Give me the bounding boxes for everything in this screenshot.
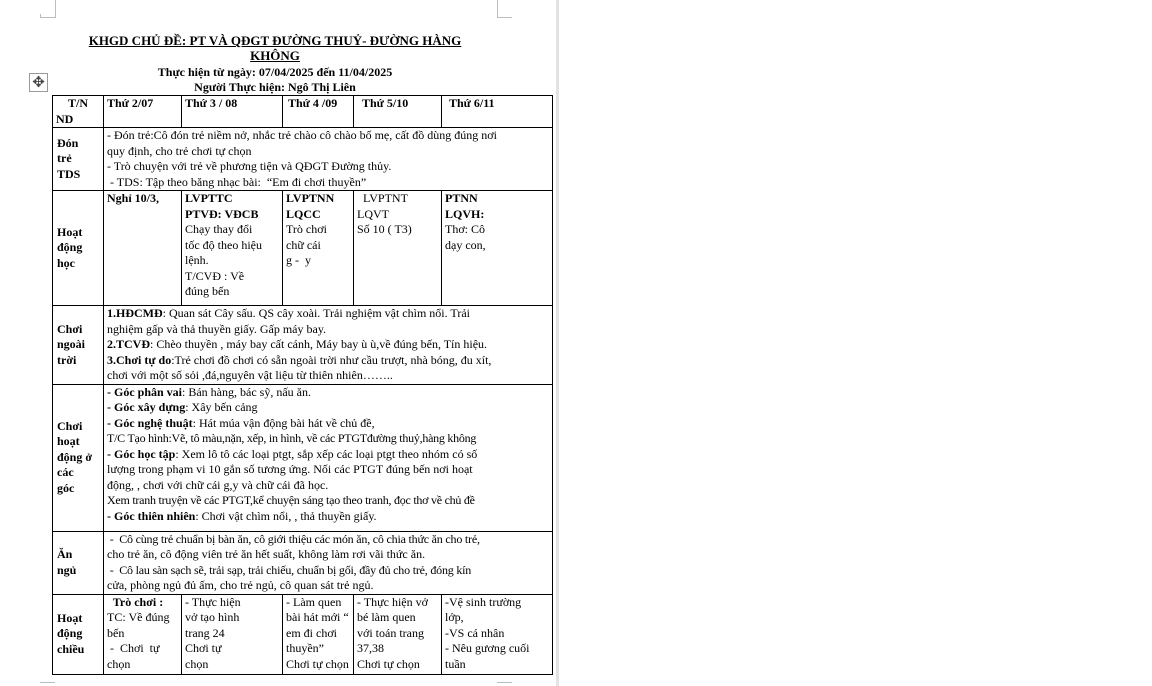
text-line: : Xem lô tô các loại ptgt, sắp xếp các loại ptgt theo nhóm có số (175, 446, 478, 461)
margin-mark (497, 0, 498, 18)
text-line: tuần (445, 656, 466, 671)
text-line: chơi với một số sỏi ,đá,nguyên vật liệu từ thiên nhiên…….. (107, 368, 393, 382)
hoc-wednesday (283, 191, 354, 306)
text-line: với toán trang (357, 625, 424, 640)
chieu-thursday (354, 594, 442, 674)
text-line: dạy con, (445, 237, 486, 252)
margin-mark (55, 0, 56, 18)
text-line: Xem tranh truyện về các PTGT,kể chuyện sáng tạo theo tranh, đọc thơ về chủ đề (107, 493, 475, 507)
row-label-an-ngu (53, 531, 104, 594)
text-line: - Làm quen (286, 594, 342, 609)
text-line: thuyền” (286, 641, 324, 655)
text-line: - Thực hiện vở (357, 594, 428, 609)
row-label-text: Đón (57, 135, 79, 150)
row-label-choi-goc (53, 384, 104, 531)
header-label: ND (56, 111, 74, 126)
section-heading: - Góc phân vai (107, 384, 183, 399)
text-line: - Chơi tự (107, 641, 160, 655)
text-line: cửa, phòng ngủ đủ ấm, cho trẻ ngủ, cô quan sát trẻ ngủ. (107, 578, 374, 592)
row-choi-ngoai-troi (53, 306, 553, 385)
text-line: 37,38 (357, 641, 384, 655)
margin-mark (497, 17, 512, 18)
text-line: Chơi tự chọn (286, 656, 349, 671)
chieu-monday (104, 594, 182, 674)
page-gutter (556, 0, 559, 686)
text-line: em đi chơi (286, 625, 337, 640)
text-line: động, , chơi với chữ cái g,y và chữ cái đã học. (107, 477, 329, 492)
chieu-tuesday (182, 594, 283, 674)
section-heading: 2.TCVĐ (107, 337, 151, 351)
row-label-text: Chơi (57, 418, 83, 433)
row-don-tre (53, 128, 553, 191)
text-line: bé làm quen (357, 610, 416, 624)
text-line: -VS cá nhân (445, 625, 505, 640)
text-line: LVPTTC (185, 191, 233, 205)
document-title-continued: KHÔNG (250, 48, 300, 63)
header-cell-friday: Thứ 6/11 (442, 96, 553, 128)
text-line: Chạy thay đổi (185, 222, 253, 236)
hoc-monday (104, 191, 182, 306)
row-label-choi-ngoai-troi (53, 306, 104, 385)
an-ngu-content (104, 531, 553, 594)
text-line: Thơ: Cô (445, 222, 486, 236)
text-line: -Vệ sinh trường (445, 594, 522, 609)
margin-mark (497, 682, 512, 683)
text-line: PTVĐ: VĐCB (185, 206, 259, 221)
row-label-hoat-dong-hoc (53, 191, 104, 306)
hoc-thursday (354, 191, 442, 306)
row-an-ngu (53, 531, 553, 594)
row-label-text: Hoạt (57, 224, 83, 239)
chieu-friday (442, 594, 553, 674)
row-label-text: Chơi (57, 321, 83, 336)
row-hoat-dong-chieu (53, 594, 553, 674)
text-line: bến (107, 625, 125, 640)
section-heading: - Góc học tập (107, 446, 176, 461)
text-line: Số 10 ( T3) (357, 222, 412, 236)
row-label-text: học (57, 255, 75, 270)
header-cell-thursday: Thứ 5/10 (354, 96, 442, 128)
row-label-text: các (57, 465, 74, 480)
text-line: - Trò chuyện với trẻ về phương tiện và QĐGT Đường thủy. (107, 159, 392, 173)
text-line: chọn (107, 656, 131, 671)
hoc-friday (442, 191, 553, 306)
row-label-text: động (57, 240, 83, 255)
text-line: bài hát mới “ (286, 610, 349, 624)
section-heading: - Góc xây dựng (107, 400, 186, 414)
text-line: Trò chơi : (107, 594, 164, 609)
text-line: LQVT (357, 206, 389, 221)
section-heading: 3.Chơi tự do (107, 352, 172, 367)
date-range: Thực hiện từ ngày: 07/04/2025 đến 11/04/2025 (157, 65, 393, 79)
choi-goc-content (104, 384, 553, 531)
text-line: LQCC (286, 206, 321, 221)
row-label-text: chiều (57, 641, 85, 656)
choi-ngoai-troi-content (104, 306, 553, 385)
margin-mark (40, 682, 55, 683)
row-label-hoat-dong-chieu (53, 594, 104, 674)
don-tre-content (104, 128, 553, 191)
text-line: - Cô lau sàn sạch sẽ, trải sạp, trải chiếu, chuẩn bị gối, đầy đủ cho trẻ, đóng kín (107, 562, 472, 577)
text-line: : Chèo thuyền , máy bay cất cánh, Máy bay ù ù,về đúng bến, Tín hiệu. (150, 337, 488, 351)
text-line: vở tạo hình (185, 610, 240, 624)
weekly-plan-table (52, 95, 553, 675)
header-row (53, 96, 553, 128)
text-line: T/CVĐ : Về (185, 268, 245, 283)
text-line: đúng bến (185, 284, 230, 298)
teacher-name: Người Thực hiện: Ngô Thị Liên (194, 80, 356, 94)
text-line: Chơi tự chọn (357, 656, 420, 671)
text-line: - Đón trẻ:Cô đón trẻ niềm nở, nhắc trẻ chào cô chào bố mẹ, cất đồ dùng đúng nơi (107, 128, 497, 142)
header-cell-tuesday: Thứ 3 / 08 (182, 96, 283, 128)
text-line: : Chơi vật chìm nổi, , thả thuyền giấy. (195, 508, 377, 523)
text-line: chữ cái (286, 237, 321, 252)
row-label-text: động (57, 626, 83, 641)
text-line: - Nêu gương cuối (445, 641, 530, 655)
text-line: lượng trong phạm vi 10 gắn số tương ứng. Nối các PTGT đúng bến nơi hoạt (107, 462, 473, 476)
row-label-text: động ở (57, 449, 92, 464)
row-label-text: TDS (57, 166, 81, 181)
text-line: : Bán hàng, bác sỹ, nấu ăn. (182, 384, 311, 399)
text-line: : Quan sát Cây sấu. QS cây xoài. Trải nghiệm vật chìm nổi. Trải (162, 306, 470, 320)
row-label-text: ngủ (57, 562, 77, 577)
text-line: Chơi tự (185, 641, 222, 655)
text-line: : Hát múa vận động bài hát về chủ đề, (192, 415, 375, 430)
document-page (0, 0, 556, 686)
header-cell-content (53, 96, 104, 128)
text-line: LVPTNN (286, 191, 335, 205)
row-choi-goc (53, 384, 553, 531)
margin-mark (40, 17, 55, 18)
header-cell-monday: Thứ 2/07 (104, 96, 182, 128)
text-line: nghiệm gấp và thả thuyền giấy. Gấp máy bay. (107, 321, 327, 336)
text-line: PTNN (445, 191, 478, 205)
section-heading: 1.HĐCMĐ (107, 306, 163, 320)
text-line: quy định, cho trẻ chơi tự chọn (107, 143, 252, 158)
row-label-text: trời (57, 352, 77, 367)
text-line: Trò chơi (286, 222, 327, 236)
text-line: tốc độ theo hiệu (185, 237, 262, 252)
text-line: :Trẻ chơi đồ chơi có sẵn ngoài trời như cầu trượt, nhà bóng, đu xít, (171, 352, 492, 367)
text-line: chọn (185, 656, 209, 671)
text-line: LQVH: (445, 206, 485, 221)
section-heading: - Góc nghệ thuật (107, 415, 193, 430)
text-line: T/C Tạo hình:Vẽ, tô màu,nặn, xếp, in hình, về các PTGTđường thuỷ,hàng không (107, 431, 477, 445)
table-move-handle-icon[interactable]: ✥ (29, 73, 48, 92)
row-label-text: Ăn (57, 547, 73, 561)
text-line: : Xây bến cảng (185, 400, 258, 414)
chieu-wednesday (283, 594, 354, 674)
row-label-text: góc (57, 480, 75, 495)
text-line: TC: Về đúng (107, 610, 170, 624)
text-line: g - y (286, 253, 311, 267)
row-label-text: hoạt (57, 434, 80, 449)
row-label-text: ngoài (57, 337, 86, 351)
header-label: T/N (67, 96, 88, 110)
text-line: - TDS: Tập theo băng nhạc bài: “Em đi chơi thuyền” (107, 174, 367, 189)
text-line: - Cô cùng trẻ chuẩn bị bàn ăn, cô giới thiệu các món ăn, cô chia thức ăn cho trẻ, (107, 531, 480, 546)
header-cell-wednesday: Thứ 4 /09 (283, 96, 354, 128)
row-hoat-dong-hoc (53, 191, 553, 306)
text-line: LVPTNT (357, 191, 408, 205)
row-label-text: Hoạt (57, 610, 83, 625)
text-line: lệnh. (185, 253, 209, 267)
text-line: lớp, (445, 610, 464, 624)
text-line: Nghỉ 10/3, (107, 191, 160, 205)
row-label-text: trẻ (57, 151, 72, 166)
document-title: KHGD CHỦ ĐỀ: PT VÀ QĐGT ĐƯỜNG THUỶ- ĐƯỜNG HÀNG (88, 33, 462, 48)
text-line: trang 24 (185, 625, 225, 640)
text-line: cho trẻ ăn, cô động viên trẻ ăn hết suất, không làm rơi vãi thức ăn. (107, 547, 426, 561)
hoc-tuesday (182, 191, 283, 306)
row-label-don-tre (53, 128, 104, 191)
text-line: - Thực hiện (185, 594, 241, 609)
section-heading: - Góc thiên nhiên (107, 508, 196, 523)
